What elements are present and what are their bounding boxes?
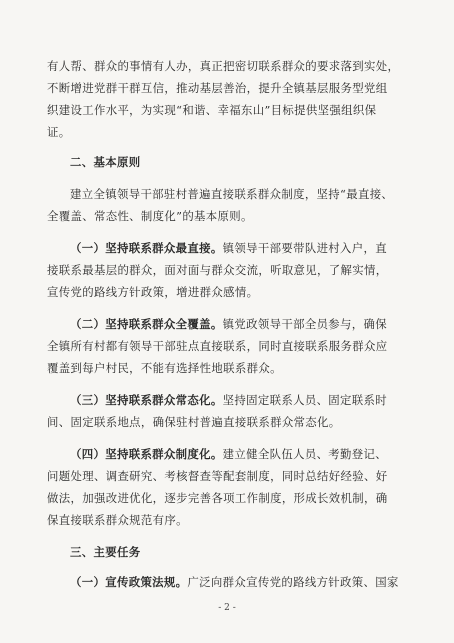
paragraph-line: 证。 [47,125,71,139]
section-heading-principles: 二、基本原则 [70,155,141,169]
principle-3-text: 坚持固定联系人员、固定联系时 [222,393,388,407]
task-1-line [70,574,399,590]
paragraph-line: 覆盖到每户村民，不能有选择性地联系群众。 [47,361,282,375]
task-1-title: （一）宣传政策法规。 [70,575,188,589]
page-number: - 2 - [218,603,236,613]
paragraph-line: 建立全镇领导干部驻村普遍直接联系群众制度，坚持“最直接、 [70,187,394,201]
paragraph-line: 宣传党的路线方针政策，增进群众感情。 [47,285,259,299]
paragraph-line: 有人帮、群众的事情有人办，真正把密切联系群众的要求落到实处， [47,59,400,73]
principle-4-title: （四）坚持联系群众制度化。 [70,447,223,461]
paragraph-line: 问题处理、调查研究、考核督查等配套制度，同时总结好经验、好 [47,469,388,483]
paragraph-line: 接联系最基层的群众，面对面与群众交流，听取意见，了解实情， [47,263,388,277]
principle-2-title: （二）坚持联系群众全覆盖。 [70,317,223,331]
section-heading-tasks: 三、主要任务 [70,545,141,559]
principle-1-text: 镇领导干部要带队进村入户，直 [222,241,388,255]
principle-4-line [70,446,387,462]
principle-3-line [70,392,387,408]
paragraph-line: 做法，加强改进优化，逐步完善各项工作制度，形成长效机制，确 [47,491,388,505]
paragraph-line: 不断增进党群干群互信，推动基层善治，提升全镇基层服务型党组 [47,81,388,95]
paragraph-line: 织建设工作水平，为实现“和谐、幸福东山”目标提供坚强组织保 [47,103,377,117]
paragraph-line: 全镇所有村都有领导干部驻点直接联系，同时直接联系服务群众应 [47,339,388,353]
principle-1-title: （一）坚持联系群众最直接。 [70,241,223,255]
paragraph-line: 间、固定联系地点，确保驻村普遍直接联系群众常态化。 [47,415,341,429]
principle-2-text: 镇党政领导干部全员参与，确保 [222,317,388,331]
principle-2-line [70,316,387,332]
paragraph-line: 全覆盖、常态性、制度化”的基本原则。 [47,209,253,223]
principle-4-text: 建立健全队伍人员、考勤登记、 [222,447,388,461]
task-1-text: 广泛向群众宣传党的路线方针政策、国家 [187,575,399,589]
paragraph-line: 保直接联系群众规范有序。 [47,513,188,527]
principle-1-line [70,240,387,256]
principle-3-title: （三）坚持联系群众常态化。 [70,393,223,407]
